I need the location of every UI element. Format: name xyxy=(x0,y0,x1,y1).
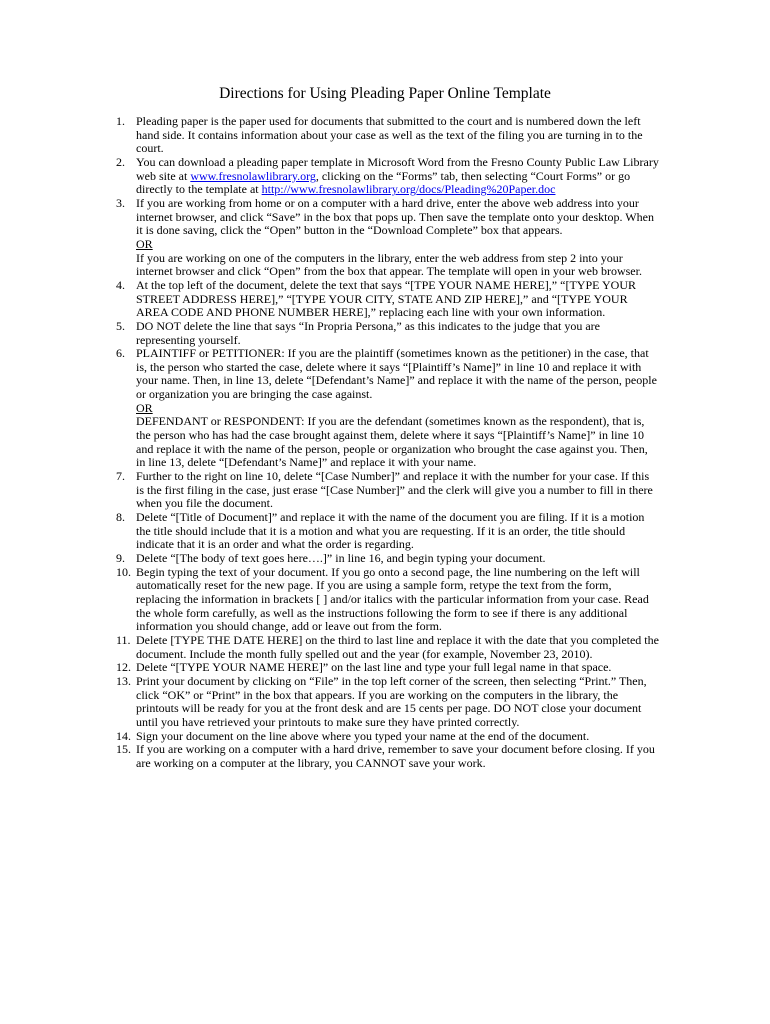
library-site-link[interactable]: www.fresnolawlibrary.org xyxy=(190,168,316,183)
item-text: PLAINTIFF or PETITIONER: If you are the plaintiff (sometimes known as the petitioner) in the case, that is, the person who started the case, delete where it says “[Plaintiff’s Name]” in line 10 and replace it with your name. Then, in line 13, delete “[Defendant’s Name]” and replace it with the name of the person, people or organization you are bringing the case against. xyxy=(136,346,657,402)
item-number: 14. xyxy=(116,728,131,743)
item-number: 10. xyxy=(116,564,131,579)
item-number: 15. xyxy=(116,742,131,757)
item-number: 4. xyxy=(116,277,125,292)
item-text: Delete “[TYPE YOUR NAME HERE]” on the last line and type your full legal name in that space. xyxy=(136,660,612,675)
item-text: Print your document by clicking on “File” in the top left corner of the screen, then selecting “Print.” Then, click “OK” or “Print” in the box that appears. If you are working on the computers in the library, the printouts will be ready for you at the front desk and are 15 cents per page. DO NOT close your document until you have retrieved your printouts to make sure they have printed correctly. xyxy=(136,673,647,729)
item-text: Begin typing the text of your document. If you go onto a second page, the line numbering on the left will automatically reset for the new page. If you are using a sample form, retype the text from the form, replacing the information in brackets [ ] and/or italics with the particular information from your case. Read the whole form carefully, as well as the instructions following the form to see if there is any additional information you should change, add or leave out from the form. xyxy=(136,564,649,634)
list-item xyxy=(111,661,659,675)
item-number: 3. xyxy=(116,195,125,210)
list-item xyxy=(111,197,659,279)
item-text-alternate: If you are working on one of the computers in the library, enter the web address from step 2 into your internet browser and click “Open” from the box that appear. The template will open in your web browser. xyxy=(136,250,642,279)
list-item xyxy=(111,634,659,661)
item-text: Delete [TYPE THE DATE HERE] on the third to last line and replace it with the date that you completed the document. Include the month fully spelled out and the year (for example, November 23, 2010). xyxy=(136,632,659,661)
page-title: Directions for Using Pleading Paper Online Template xyxy=(219,85,551,102)
list-item xyxy=(111,279,659,320)
list-item xyxy=(111,470,659,511)
list-item xyxy=(111,552,659,566)
list-item xyxy=(111,347,659,470)
list-item xyxy=(111,743,659,770)
item-text: Delete “[Title of Document]” and replace it with the name of the document you are filing. If it is a motion the title should include that it is a motion and what you are requesting. If it is an order, the title should indicate that it is an order and what the order is regarding. xyxy=(136,510,645,552)
list-item xyxy=(111,320,659,347)
item-number: 6. xyxy=(116,346,125,361)
item-text: DO NOT delete the line that says “In Propria Persona,” as this indicates to the judge that you are representing yourself. xyxy=(136,318,600,347)
item-text: Sign your document on the line above where you typed your name at the end of the document. xyxy=(136,728,590,743)
item-text: Pleading paper is the paper used for documents that submitted to the court and is numbered down the left hand side. It contains information about your case as well as the text of the filing you are turning in to the court. xyxy=(136,114,643,156)
item-number: 8. xyxy=(116,510,125,525)
item-number: 11. xyxy=(116,632,131,647)
item-text: You can download a pleading paper template in Microsoft Word from the Fresno County Public Law Library web site at www.fresnolawlibrary.org, clicking on the “Forms” tab, then selecting “Court Forms” or go directly to the template at http://www.fresnolawlibrary.org/docs/Pleading%20Paper.doc xyxy=(136,154,659,197)
item-number: 2. xyxy=(116,154,125,169)
item-text: If you are working on a computer with a hard drive, remember to save your document before closing. If you are working on a computer at the library, you CANNOT save your work. xyxy=(136,742,655,770)
list-item xyxy=(111,566,659,634)
list-item xyxy=(111,730,659,744)
item-number: 5. xyxy=(116,318,125,333)
item-number: 9. xyxy=(116,551,125,565)
item-number: 12. xyxy=(116,660,131,675)
item-text-alternate: DEFENDANT or RESPONDENT: If you are the defendant (sometimes known as the respondent), that is, the person who has had the case brought against them, delete where it says “[Plaintiff’s Name]” in line 10 and replace it with the name of the person, people or organization who brought the case against you. Then, in line 13, delete “[Defendant’s Name]” and replace it with your name. xyxy=(136,414,648,470)
list-item xyxy=(111,511,659,552)
or-separator: OR xyxy=(136,400,153,415)
item-number: 7. xyxy=(116,469,125,484)
item-number: 13. xyxy=(116,673,131,688)
list-item xyxy=(111,675,659,730)
item-text: Delete “[The body of text goes here….]” in line 16, and begin typing your document. xyxy=(136,551,546,565)
directions-list xyxy=(111,115,659,771)
item-text: If you are working from home or on a computer with a hard drive, enter the above web address into your internet browser, and click “Save” in the box that pops up. Then save the template onto your desktop. When it is done saving, click the “Open” button in the “Download Complete” box that appears. xyxy=(136,195,654,238)
template-url-link[interactable]: http://www.fresnolawlibrary.org/docs/Pleading%20Paper.doc xyxy=(261,182,556,197)
item-text: Further to the right on line 10, delete “[Case Number]” and replace it with the number for your case. If this is the first filing in the case, just erase “[Case Number]” and the clerk will give you a number to fill in there when you file the document. xyxy=(136,469,653,511)
or-separator: OR xyxy=(136,236,153,251)
list-item xyxy=(111,115,659,156)
item-text: At the top left of the document, delete the text that says “[TPE YOUR NAME HERE],” “[TYPE YOUR STREET ADDRESS HERE],” “[TYPE YOUR CITY, STATE AND ZIP HERE],” and “[TYPE YOUR AREA CODE AND PHONE NUMBER HERE],” replacing each line with your own information. xyxy=(136,277,636,320)
item-number: 1. xyxy=(116,114,125,128)
list-item xyxy=(111,156,659,197)
